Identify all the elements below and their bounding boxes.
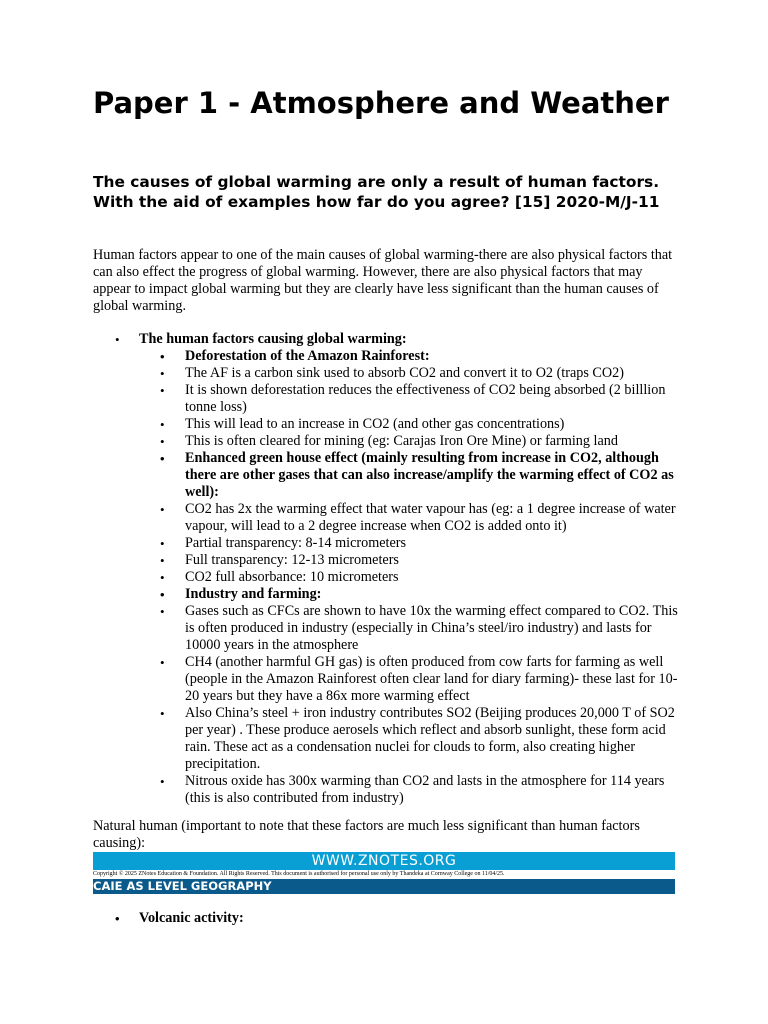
list-item: • Full transparency: 12-13 micrometers <box>139 552 683 569</box>
essay-question: The causes of global warming are only a result of human factors. With the aid of examples how far do you agree? [15] 2020-M/J-11 <box>93 173 660 211</box>
list-item: • Deforestation of the Amazon Rainforest: <box>139 348 683 365</box>
human-factors-sublist <box>139 348 683 807</box>
list-item: • CO2 full absorbance: 10 micrometers <box>139 569 683 586</box>
list-item: • Nitrous oxide has 300x warming than CO2 and lasts in the atmosphere for 114 years (this is also contributed from industry) <box>139 773 683 807</box>
znotes-url-banner: WWW.ZNOTES.ORG <box>93 852 675 870</box>
page-title: Paper 1 - Atmosphere and Weather <box>93 86 669 120</box>
natural-factors-intro: Natural human (important to note that these factors are much less significant than human factors causing): <box>93 818 640 851</box>
list-item: • This is often cleared for mining (eg: Carajas Iron Ore Mine) or farming land <box>139 433 683 450</box>
subject-banner: CAIE AS LEVEL GEOGRAPHY <box>93 879 675 894</box>
list-item: • Industry and farming: <box>139 586 683 603</box>
list-item <box>93 331 683 807</box>
human-factors-heading: The human factors causing global warming: <box>139 331 407 347</box>
list-item: • It is shown deforestation reduces the effectiveness of CO2 being absorbed (2 billlion tonne loss) <box>139 382 683 416</box>
list-item: • Partial transparency: 8-14 micrometers <box>139 535 683 552</box>
intro-paragraph: Human factors appear to one of the main causes of global warming-there are also physical factors that can also effect the progress of global warming. However, there are also physical factors that may appear to impact global warming but they are clearly have less significant than the human causes of global warming. <box>93 247 673 314</box>
list-item: • CO2 has 2x the warming effect that water vapour has (eg: a 1 degree increase of water vapour, will lead to a 2 degree increase when CO2 is added onto it) <box>139 501 683 535</box>
list-item: • CH4 (another harmful GH gas) is often produced from cow farts for farming as well (people in the Amazon Rainforest often clear land for diary farming)- these last for 10-20 years but they have a 86x more warming effect <box>139 654 683 705</box>
natural-factors-list <box>93 910 683 927</box>
copyright-notice: Copyright © 2025 ZNotes Education & Foundation. All Rights Reserved. This document is authorised for personal use only by Thandeka at Cornway College on 11/04/25. <box>93 871 505 877</box>
human-factors-list <box>93 331 683 807</box>
list-item: • Enhanced green house effect (mainly resulting from increase in CO2, although there are other gases that can also increase/amplify the warming effect of CO2 as well): <box>139 450 683 501</box>
list-item: • The AF is a carbon sink used to absorb CO2 and convert it to O2 (traps CO2) <box>139 365 683 382</box>
list-item: • Volcanic activity: <box>93 910 683 927</box>
list-item: • Gases such as CFCs are shown to have 10x the warming effect compared to CO2. This is often produced in industry (especially in China’s steel/iro industry) and lasts for 10000 years in the atmosphere <box>139 603 683 654</box>
list-item: • This will lead to an increase in CO2 (and other gas concentrations) <box>139 416 683 433</box>
list-item: • Also China’s steel + iron industry contributes SO2 (Beijing produces 20,000 T of SO2 per year) . These produce aerosels which reflect and absorb sunlight, these form acid rain. These act as a condensation nuclei for clouds to form, also creating higher precipitation. <box>139 705 683 773</box>
